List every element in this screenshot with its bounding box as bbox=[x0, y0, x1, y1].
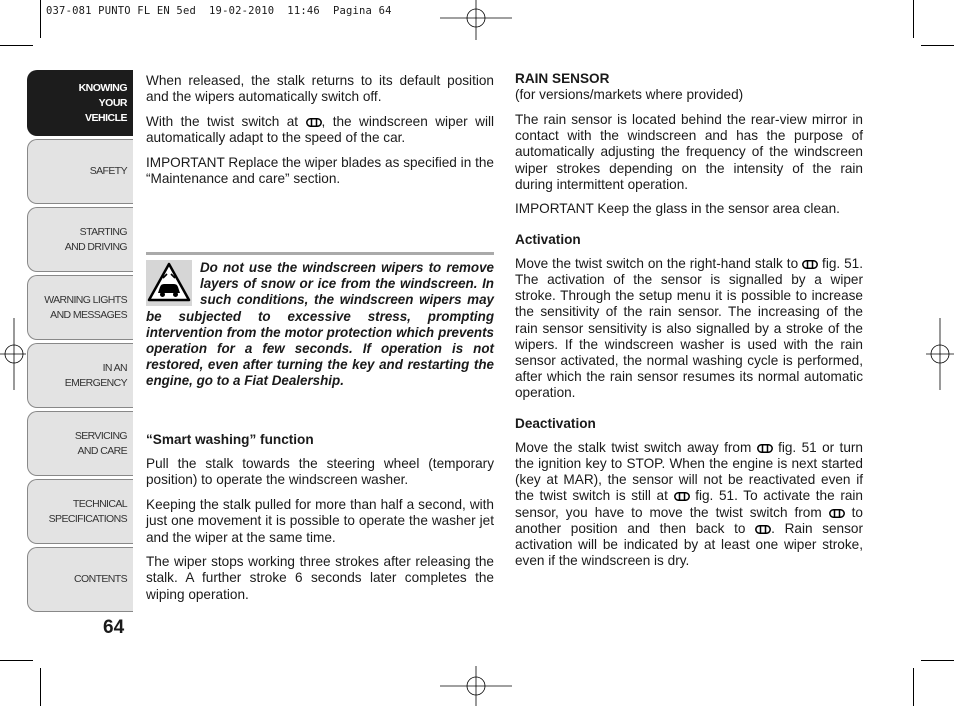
smart-washing-heading: “Smart washing” function bbox=[146, 432, 314, 447]
sidebar-item-contents[interactable]: CONTENTS bbox=[27, 547, 133, 612]
paragraph: Move the twist switch on the right-hand stalk to fig. 51. The activation of the sensor is signalled by a wiper stroke. Through the setup menu it is possible to increase the sensitivity of the rain sensor. The increasing of the rain sensor sensitivity is also signalled by a stroke of the wipers. If the windscreen washer is used with the rain sensor activated, the normal washing cycle is performed, after which the rain sensor resumes its normal automatic operation. bbox=[515, 255, 864, 401]
crop-mark bbox=[40, 0, 41, 38]
sidebar-item-servicing[interactable]: SERVICING AND CARE bbox=[27, 411, 133, 476]
crop-mark bbox=[913, 668, 914, 706]
crop-mark bbox=[0, 660, 33, 661]
paragraph: With the twist switch at , the windscreen wiper will automatically adapt to the speed of the car. bbox=[146, 113, 495, 146]
activation-heading: Activation bbox=[515, 231, 581, 247]
warning-box bbox=[146, 260, 494, 390]
paragraph: The rain sensor is located behind the rear-view mirror in contact with the windscreen and has the purpose of automatically adjusting the frequency of the windscreen wiper strokes depending on the intensity of the rain during intermittent operation. bbox=[515, 111, 863, 192]
left-column-top bbox=[146, 73, 494, 196]
registration-mark-icon bbox=[440, 666, 512, 706]
paragraph: Pull the stalk towards the steering wheel (temporary position) to operate the windscreen washer. bbox=[146, 456, 494, 488]
paragraph: When released, the stalk returns to its default position and the wipers automatically switch off. bbox=[146, 73, 494, 105]
page-number: 64 bbox=[103, 617, 125, 638]
crop-mark bbox=[921, 45, 954, 46]
print-slug: 037-081 PUNTO FL EN 5ed 19-02-2010 11:46 Pagina 64 bbox=[46, 5, 392, 17]
registration-mark-icon bbox=[926, 318, 954, 390]
auto-wiper-icon bbox=[306, 118, 322, 127]
deactivation-heading: Deactivation bbox=[515, 415, 596, 431]
paragraph: Move the stalk twist switch away from fig. 51 or turn the ignition key to STOP. When the engine is next started (key at MAR), the sensor will not be reactivated even if the twist switch is still at fig. 51. To activate the rain sensor, you have to move the twist switch from to another position and then back to . Rain sensor activation will be indicated by at least one wiper stroke, even if the windscreen is dry. bbox=[515, 439, 863, 569]
registration-mark-icon bbox=[0, 318, 26, 390]
sidebar-item-technical[interactable]: TECHNICAL SPECIFICATIONS bbox=[27, 479, 133, 544]
paragraph: IMPORTANT Keep the glass in the sensor area clean. bbox=[515, 201, 840, 217]
warning-car-icon bbox=[146, 260, 192, 306]
warning-text: Do not use the windscreen wipers to remove layers of snow or ice from the windscreen. In such conditions, the windscreen wipers may be subjected to excessive stress, prompting intervention from the motor protection which prevents operation for a few seconds. If operation is not restored, even after turning the key and restarting the engine, go to a Fiat Dealership. bbox=[146, 260, 494, 389]
auto-wiper-icon bbox=[829, 509, 845, 518]
crop-mark bbox=[921, 660, 954, 661]
rain-sensor-heading: RAIN SENSOR bbox=[515, 71, 610, 86]
auto-wiper-icon bbox=[755, 525, 771, 534]
sidebar-item-knowing-your-vehicle[interactable]: KNOWING YOUR VEHICLE bbox=[27, 70, 133, 136]
paragraph: Keeping the stalk pulled for more than half a second, with just one movement it is possible to operate the washer jet and the wiper at the same time. bbox=[146, 497, 494, 545]
auto-wiper-icon bbox=[674, 492, 690, 501]
sidebar-item-emergency[interactable]: IN AN EMERGENCY bbox=[27, 343, 133, 408]
paragraph: IMPORTANT Replace the wiper blades as specified in the “Maintenance and care” section. bbox=[146, 154, 494, 187]
sidebar-item-starting-and-driving[interactable]: STARTING AND DRIVING bbox=[27, 207, 133, 272]
auto-wiper-icon bbox=[757, 444, 773, 453]
rain-sensor-subtitle: (for versions/markets where provided) bbox=[515, 87, 744, 103]
crop-mark bbox=[913, 0, 914, 38]
sidebar-item-safety[interactable]: SAFETY bbox=[27, 139, 133, 204]
registration-mark-icon bbox=[440, 0, 512, 40]
sidebar-item-warning-lights[interactable]: WARNING LIGHTS AND MESSAGES bbox=[27, 275, 133, 340]
auto-wiper-icon bbox=[802, 260, 818, 269]
crop-mark bbox=[40, 668, 41, 706]
crop-mark bbox=[0, 45, 33, 46]
paragraph: The wiper stops working three strokes after releasing the stalk. A further stroke 6 seconds later completes the wiping operation. bbox=[146, 554, 494, 602]
warning-divider bbox=[146, 252, 494, 255]
right-column bbox=[515, 71, 863, 578]
left-column-bottom bbox=[146, 432, 494, 611]
